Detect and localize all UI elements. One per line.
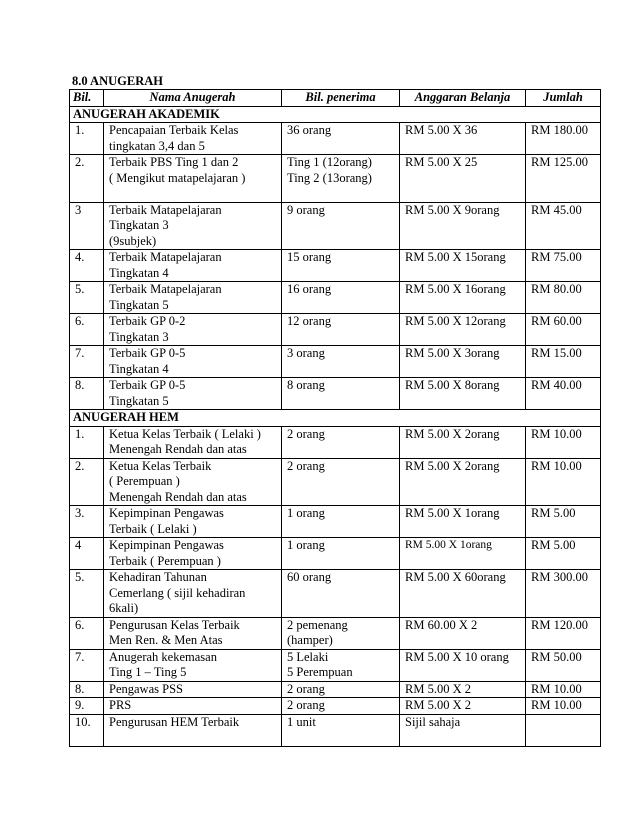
cell-anggaran-belanja: RM 5.00 X 2orang <box>400 426 526 458</box>
cell-bil: 1. <box>70 123 104 155</box>
cell-anggaran-belanja: RM 5.00 X 1orang <box>400 538 526 570</box>
cell-anggaran-belanja: RM 5.00 X 8orang <box>400 378 526 410</box>
table-row <box>70 378 601 410</box>
cell-line: 6kali) <box>109 601 139 615</box>
header-nama-anugerah: Nama Anugerah <box>104 90 282 107</box>
cell-jumlah: RM 60.00 <box>526 314 601 346</box>
cell-jumlah: RM 10.00 <box>526 458 601 506</box>
cell-bil-penerima <box>282 378 400 410</box>
cell-nama-anugerah <box>104 538 282 570</box>
cell-jumlah: RM 40.00 <box>526 378 601 410</box>
cell-line: 2 orang <box>287 426 325 441</box>
cell-jumlah: RM 45.00 <box>526 202 601 250</box>
cell-line: 9 orang <box>287 202 325 217</box>
cell-bil-penerima <box>282 698 400 715</box>
cell-bil: 4 <box>70 538 104 570</box>
table-row <box>70 346 601 378</box>
cell-line: 15 orang <box>287 250 332 264</box>
cell-line <box>109 730 278 746</box>
cell-line: Menengah Rendah dan atas <box>109 442 247 456</box>
cell-line: 5 Lelaki <box>287 649 329 664</box>
award-table <box>69 89 601 747</box>
cell-nama-anugerah <box>104 282 282 314</box>
cell-nama-anugerah <box>104 570 282 618</box>
cell-bil-penerima <box>282 649 400 681</box>
cell-bil-penerima <box>282 617 400 649</box>
table-row <box>70 714 601 746</box>
cell-bil-penerima <box>282 202 400 250</box>
table-body <box>70 106 601 746</box>
cell-line <box>109 186 278 202</box>
cell-nama-anugerah <box>104 346 282 378</box>
cell-bil: 2. <box>70 155 104 203</box>
cell-bil-penerima <box>282 346 400 378</box>
cell-bil-penerima <box>282 506 400 538</box>
cell-line: Terbaik ( Lelaki ) <box>109 521 197 536</box>
cell-line: (hamper) <box>287 633 333 647</box>
cell-anggaran-belanja: Sijil sahaja <box>400 714 526 746</box>
cell-jumlah: RM 5.00 <box>526 506 601 538</box>
cell-anggaran-belanja: RM 5.00 X 36 <box>400 123 526 155</box>
cell-bil-penerima <box>282 570 400 618</box>
cell-line: Tingkatan 5 <box>109 297 169 312</box>
cell-bil-penerima <box>282 714 400 746</box>
cell-line: Men Ren. & Men Atas <box>109 633 223 647</box>
cell-anggaran-belanja: RM 5.00 X 16orang <box>400 282 526 314</box>
cell-bil-penerima <box>282 123 400 155</box>
cell-anggaran-belanja: RM 5.00 X 3orang <box>400 346 526 378</box>
cell-line: 5 Perempuan <box>287 665 353 679</box>
header-anggaran-belanja: Anggaran Belanja <box>400 90 526 107</box>
cell-line: Terbaik Matapelajaran <box>109 250 222 264</box>
group-title: ANUGERAH AKADEMIK <box>70 106 601 123</box>
cell-bil: 6. <box>70 617 104 649</box>
cell-jumlah: RM 80.00 <box>526 282 601 314</box>
cell-line: Pencapaian Terbaik Kelas <box>109 123 239 137</box>
cell-jumlah: RM 50.00 <box>526 649 601 681</box>
table-row <box>70 506 601 538</box>
cell-line: ( Perempuan ) <box>109 474 180 488</box>
cell-line: Ting 1 – Ting 5 <box>109 665 187 679</box>
cell-line: 1 orang <box>287 538 325 552</box>
cell-anggaran-belanja: RM 5.00 X 2 <box>400 698 526 715</box>
cell-anggaran-belanja: RM 5.00 X 12orang <box>400 314 526 346</box>
cell-bil: 7. <box>70 649 104 681</box>
cell-bil: 6. <box>70 314 104 346</box>
cell-anggaran-belanja: RM 5.00 X 25 <box>400 155 526 203</box>
cell-line: Terbaik Matapelajaran <box>109 202 222 217</box>
table-row <box>70 123 601 155</box>
cell-jumlah: RM 10.00 <box>526 426 601 458</box>
cell-nama-anugerah <box>104 426 282 458</box>
cell-line: Terbaik PBS Ting 1 dan 2 <box>109 155 239 169</box>
cell-line: 2 orang <box>287 458 325 473</box>
cell-anggaran-belanja: RM 5.00 X 60orang <box>400 570 526 618</box>
header-bil: Bil. <box>70 90 104 107</box>
table-row <box>70 426 601 458</box>
group-row <box>70 106 601 123</box>
cell-line: Anugerah kekemasan <box>109 649 217 664</box>
cell-bil-penerima <box>282 426 400 458</box>
cell-bil: 3 <box>70 202 104 250</box>
cell-bil-penerima <box>282 250 400 282</box>
table-row <box>70 155 601 203</box>
cell-line: 2 pemenang <box>287 617 348 632</box>
cell-line: Tingkatan 5 <box>109 393 169 408</box>
cell-bil: 5. <box>70 282 104 314</box>
cell-nama-anugerah <box>104 458 282 506</box>
cell-anggaran-belanja: RM 5.00 X 9orang <box>400 202 526 250</box>
cell-line: Ting 2 (13orang) <box>287 170 372 185</box>
table-row <box>70 538 601 570</box>
cell-nama-anugerah <box>104 649 282 681</box>
cell-line: 36 orang <box>287 123 332 137</box>
cell-jumlah: RM 300.00 <box>526 570 601 618</box>
cell-bil-penerima <box>282 314 400 346</box>
cell-anggaran-belanja: RM 5.00 X 2orang <box>400 458 526 506</box>
header-jumlah: Jumlah <box>526 90 601 107</box>
cell-line: 2 orang <box>287 698 325 712</box>
table-row <box>70 250 601 282</box>
header-bil-penerima: Bil. penerima <box>282 90 400 107</box>
cell-jumlah: RM 10.00 <box>526 681 601 698</box>
cell-line: Terbaik ( Perempuan ) <box>109 553 221 568</box>
cell-line: 3 orang <box>287 346 325 360</box>
cell-bil: 1. <box>70 426 104 458</box>
cell-jumlah: RM 125.00 <box>526 155 601 203</box>
cell-line: Kepimpinan Pengawas <box>109 506 224 520</box>
cell-jumlah: RM 75.00 <box>526 250 601 282</box>
cell-line: tingkatan 3,4 dan 5 <box>109 138 205 153</box>
cell-bil-penerima <box>282 155 400 203</box>
section-title: 8.0 ANUGERAH <box>72 74 163 88</box>
table-row <box>70 202 601 250</box>
cell-line: Terbaik GP 0-2 <box>109 314 186 328</box>
cell-bil: 2. <box>70 458 104 506</box>
cell-nama-anugerah <box>104 698 282 715</box>
table-row <box>70 681 601 698</box>
cell-line: Kehadiran Tahunan <box>109 570 207 584</box>
table-row <box>70 282 601 314</box>
cell-nama-anugerah <box>104 681 282 698</box>
table-row <box>70 649 601 681</box>
cell-line: Pengurusan HEM Terbaik <box>109 714 240 729</box>
cell-line: Ting 1 (12orang) <box>287 155 372 169</box>
cell-line: Terbaik GP 0-5 <box>109 378 186 392</box>
cell-bil: 5. <box>70 570 104 618</box>
table-row <box>70 314 601 346</box>
cell-nama-anugerah <box>104 506 282 538</box>
cell-anggaran-belanja: RM 5.00 X 15orang <box>400 250 526 282</box>
cell-anggaran-belanja: RM 60.00 X 2 <box>400 617 526 649</box>
cell-line: 1 unit <box>287 714 316 729</box>
cell-bil: 10. <box>70 714 104 746</box>
cell-nama-anugerah <box>104 378 282 410</box>
cell-line: Tingkatan 4 <box>109 361 169 376</box>
cell-jumlah: RM 120.00 <box>526 617 601 649</box>
cell-line: 16 orang <box>287 282 332 296</box>
cell-anggaran-belanja: RM 5.00 X 10 orang <box>400 649 526 681</box>
cell-bil: 7. <box>70 346 104 378</box>
cell-line: (9subjek) <box>109 233 157 248</box>
table-row <box>70 570 601 618</box>
cell-line: Terbaik Matapelajaran <box>109 282 222 296</box>
cell-nama-anugerah <box>104 202 282 250</box>
cell-nama-anugerah <box>104 155 282 203</box>
cell-line: 2 orang <box>287 681 325 696</box>
cell-nama-anugerah <box>104 123 282 155</box>
group-title: ANUGERAH HEM <box>70 410 601 427</box>
cell-line: 1 orang <box>287 506 325 520</box>
cell-line: Menengah Rendah dan atas <box>109 489 247 504</box>
cell-jumlah: RM 5.00 <box>526 538 601 570</box>
cell-nama-anugerah <box>104 314 282 346</box>
cell-line: Tingkatan 3 <box>109 218 169 232</box>
cell-line: Terbaik GP 0-5 <box>109 346 186 360</box>
group-row <box>70 410 601 427</box>
cell-line: Cemerlang ( sijil kehadiran <box>109 585 246 600</box>
document-page <box>69 74 600 747</box>
cell-line: Pengawas PSS <box>109 681 183 696</box>
cell-line: 8 orang <box>287 378 325 392</box>
cell-nama-anugerah <box>104 250 282 282</box>
cell-line: PRS <box>109 698 132 712</box>
header-row <box>70 90 601 107</box>
cell-line: 60 orang <box>287 570 332 584</box>
cell-line: Pengurusan Kelas Terbaik <box>109 617 240 632</box>
cell-bil-penerima <box>282 681 400 698</box>
cell-line: 12 orang <box>287 314 332 328</box>
cell-bil: 9. <box>70 698 104 715</box>
cell-line: ( Mengikut matapelajaran ) <box>109 170 246 185</box>
cell-bil: 8. <box>70 681 104 698</box>
cell-jumlah: RM 10.00 <box>526 698 601 715</box>
cell-anggaran-belanja: RM 5.00 X 1orang <box>400 506 526 538</box>
cell-bil: 8. <box>70 378 104 410</box>
cell-anggaran-belanja: RM 5.00 X 2 <box>400 681 526 698</box>
cell-nama-anugerah <box>104 714 282 746</box>
table-row <box>70 617 601 649</box>
cell-bil-penerima <box>282 458 400 506</box>
cell-jumlah: RM 180.00 <box>526 123 601 155</box>
cell-line: Ketua Kelas Terbaik ( Lelaki ) <box>109 426 261 441</box>
cell-bil-penerima <box>282 538 400 570</box>
cell-nama-anugerah <box>104 617 282 649</box>
cell-line: Kepimpinan Pengawas <box>109 538 224 552</box>
cell-bil-penerima <box>282 282 400 314</box>
cell-jumlah: RM 15.00 <box>526 346 601 378</box>
cell-line: Ketua Kelas Terbaik <box>109 458 212 473</box>
cell-bil: 4. <box>70 250 104 282</box>
cell-jumlah <box>526 714 601 746</box>
table-row <box>70 458 601 506</box>
table-row <box>70 698 601 715</box>
cell-line: Tingkatan 3 <box>109 329 169 344</box>
cell-bil: 3. <box>70 506 104 538</box>
cell-line: Tingkatan 4 <box>109 265 169 280</box>
